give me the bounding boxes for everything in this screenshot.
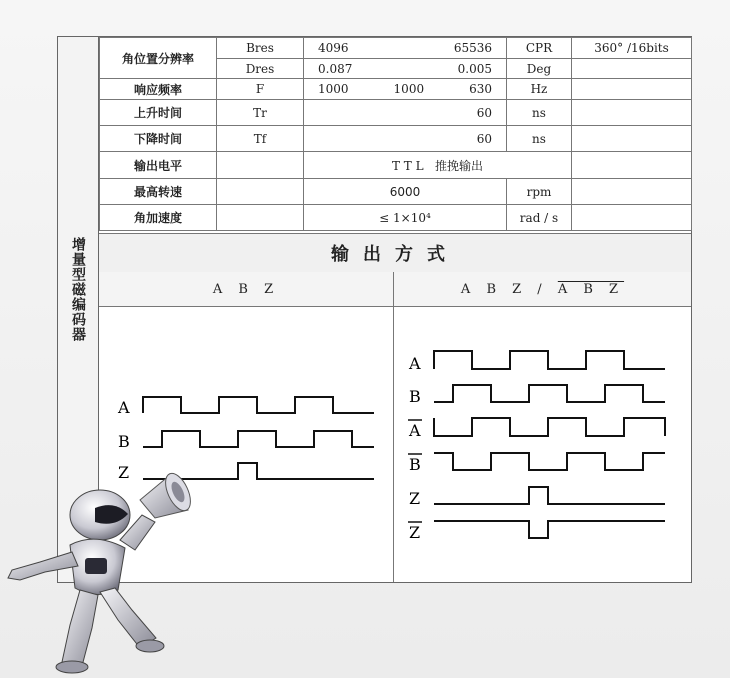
fall-time-unit: ns [507,126,572,152]
rise-time-unit: ns [507,100,572,126]
max-speed-label: 最高转速 [100,179,217,205]
diff-label-z: Z [409,489,421,508]
rise-time-value [304,100,507,126]
fall-time-value [304,126,507,152]
output-level-label: 输出电平 [100,152,217,179]
frequency-label: 响应频率 [100,79,217,100]
fall-time-symbol: Tf [217,126,304,152]
empty-cell [572,100,692,126]
waveform-b [143,431,374,447]
megaphone-icon [140,470,196,518]
frequency-symbol: F [217,79,304,100]
diff-label-z-inv: Z [409,523,421,540]
dres-note [572,59,692,79]
signal-label-b: B [118,432,130,451]
rise-time-symbol: Tr [217,100,304,126]
empty-cell [217,152,304,179]
abz-header: A B Z [99,272,394,307]
waveform-a [143,397,374,413]
resolution-label: 角位置分辨率 [100,38,217,79]
frequency-value-1: 1000 [318,82,349,96]
empty-cell [572,179,692,205]
empty-cell [572,205,692,231]
dres-symbol: Dres [217,59,304,79]
abz-header-inverted: A B Z [557,281,625,297]
waveform-b-inverted [434,453,665,470]
diff-label-a: A [409,354,421,373]
angular-accel-unit: rad / s [507,205,572,231]
rise-time-number: 60 [476,105,492,120]
frequency-value-2: 1000 [393,82,425,96]
signal-label-z: Z [118,463,130,482]
differential-waveform-panel [401,346,680,540]
waveform-a-inverted [434,418,665,436]
spec-table [99,37,692,231]
bres-value-2: 65536 [453,41,492,55]
waveform-a-diff [434,351,665,369]
empty-cell [217,205,304,231]
diff-label-b-inv: B [409,455,421,474]
empty-cell [572,79,692,100]
fall-time-number: 60 [476,131,492,146]
output-level-value: T T L 推挽输出 [304,152,572,179]
diff-label-a-inv: A [409,421,421,440]
diff-label-b: B [409,387,421,406]
max-speed-value: 6000 [304,179,507,205]
signal-label-a: A [118,398,130,417]
differential-waveforms [401,346,680,540]
bres-value-1: 4096 [318,41,349,55]
frequency-values [304,79,507,100]
dres-value-1: 0.087 [318,61,353,76]
angular-accel-label: 角加速度 [100,205,217,231]
output-mode-banner: 输出方式 [99,233,691,273]
frequency-value-3: 630 [469,82,492,96]
waveform-z-diff [434,487,665,504]
dres-values [304,59,507,79]
encoder-type-title: 增量型磁编码器 [70,237,86,342]
bres-note: 360° /16bits [572,38,692,59]
empty-cell [572,152,692,179]
fall-time-label: 下降时间 [100,126,217,152]
empty-cell [217,179,304,205]
robot-mascot-illustration [0,470,200,675]
waveform-b-diff [434,385,665,402]
robot-head [70,490,130,540]
empty-cell [572,126,692,152]
max-speed-unit: rpm [507,179,572,205]
bres-unit: CPR [507,38,572,59]
rise-time-label: 上升时间 [100,100,217,126]
angular-accel-value: ≤ 1×10⁴ [304,205,507,231]
bres-symbol: Bres [217,38,304,59]
dres-unit: Deg [507,59,572,79]
waveform-z-inverted [434,521,665,538]
abz-differential-header [394,272,691,307]
bres-values [304,38,507,59]
abz-header-plain: A B Z / [460,281,558,297]
frequency-unit: Hz [507,79,572,100]
dres-value-2: 0.005 [457,61,492,76]
